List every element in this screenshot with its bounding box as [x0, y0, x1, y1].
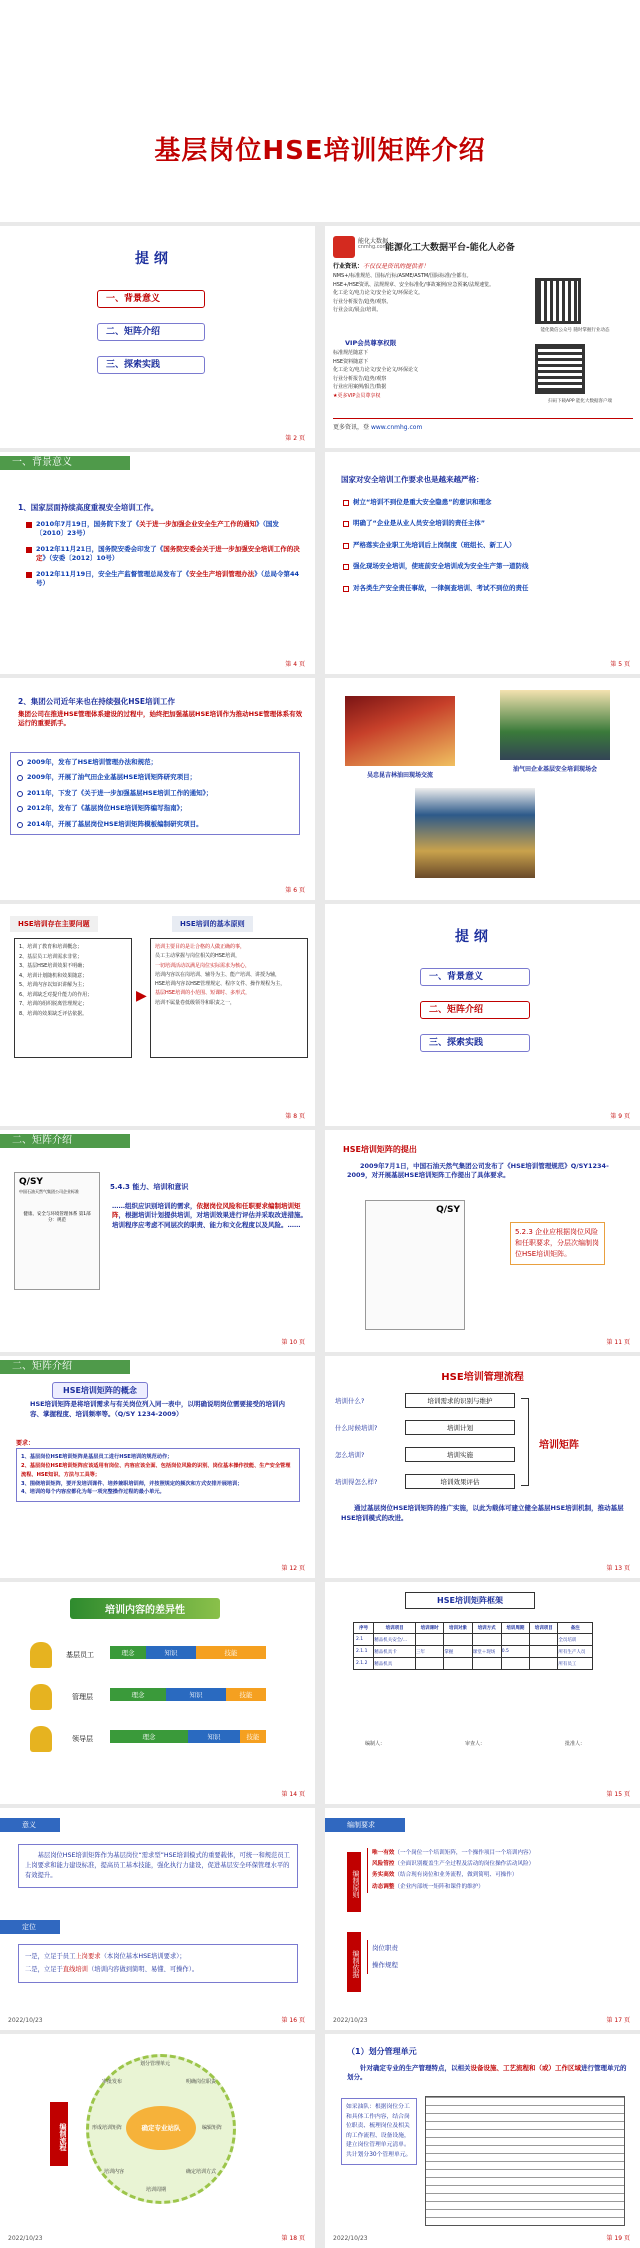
slide-photos: [325, 678, 640, 900]
bar-row-2: 理念 知识 技能: [110, 1688, 266, 1701]
body-text: 2009年7月1日，中国石油天然气集团公司发布了《HSE培训管理规范》Q/SY1234-2009，对开展基层HSE培训矩阵工作提出了具体要求。: [347, 1162, 609, 1180]
ad-vip-list: 标准规范随意下 HSE资料随意下 化工论文/电力论文/安全论文/环保论文 行业分析报告/趋势/观察 行业应用案例/报告/数据 ★更多VIP会员尊享权: [333, 350, 419, 399]
table-row: 2.1.2 精品机具 所有员工: [354, 1658, 593, 1670]
tag-requirements: 编制要求: [325, 1818, 405, 1832]
bar-row-1: 理念 知识 技能: [110, 1646, 266, 1659]
page-number: 第 14 页: [281, 1791, 305, 1798]
position-box: 一是，立足于员工上岗要求（本岗位基本HSE培训要求）； 二是，立足于直线培训（培训内容做到简明、易懂、可操作）。: [18, 1944, 298, 1983]
outline-item-3[interactable]: 三、探索实践: [97, 356, 205, 374]
heading: 2、集团公司近年来也在持续强化HSE培训工作: [18, 697, 176, 706]
heading: HSE培训矩阵的提出: [343, 1145, 417, 1154]
slide-outline: [0, 226, 315, 448]
flow-q-1: 培训什么?: [335, 1397, 365, 1405]
heading: HSE培训管理流程: [441, 1372, 524, 1383]
slide-title: [0, 0, 640, 222]
role-1: 基层员工: [66, 1651, 94, 1659]
concept-tag: HSE培训矩阵的概念: [52, 1382, 148, 1399]
unit-table-image: [425, 2096, 625, 2226]
qr-code-icon: [535, 344, 585, 394]
outline-heading: 提 纲: [135, 251, 168, 267]
section-band: 二、矩阵介绍: [0, 1134, 130, 1148]
heading: 国家对安全培训工作要求也是越来越严格：: [341, 475, 484, 484]
tag-basis: 编制依据: [347, 1932, 361, 1992]
heading: HSE培训矩阵框架: [405, 1592, 535, 1609]
photo-caption-2: 油气田企业基层安全培训现场会: [512, 766, 597, 773]
page-number: 第 13 页: [606, 1565, 630, 1572]
ad-url-link[interactable]: www.cnmhg.com: [370, 424, 423, 431]
ring-step: 明确岗位职责: [186, 2079, 217, 2085]
slide-matrix-1: [0, 1130, 315, 1352]
slide-matrix-frame: [325, 1582, 640, 1804]
page-number: 第 19 页: [606, 2235, 630, 2242]
policy-list: 2010年7月19日，国务院下发了《关于进一步加强企业安全生产工作的通知》（国发〔2010〕23号） 2012年11月21日，国务院安委会印发了《国务院安委会关于进一步加强安全培训工作的决定》（安委〔2012〕10号） 2012年11月19日，安全生产监督管理总局发布了《安全生产培训管理办法》（总局令第44号）: [26, 520, 301, 595]
slide-background-3: [0, 678, 315, 900]
page-number: 第 15 页: [606, 1791, 630, 1798]
ad-list: NMS+/标准规范、国标/行标/ASME/ASTM/国际标准/全都有。 HSE+/HSE资讯、法规规章、安全标准化/事故案例/应急预案/法规速览。 化工论文/电力论文/安全论文/环保论文。 行业分析报告/趋势/观察。 行业会议/展会/培训。: [333, 273, 495, 313]
definition: HSE培训矩阵是将培训需求与有关岗位列入同一表中，以明确说明岗位需要接受的培训内容、掌握程度、培训频率等。（Q/SY 1234-2009）: [30, 1400, 286, 1418]
role-2: 管理层: [72, 1693, 93, 1701]
slide-requirements: [325, 1808, 640, 2030]
outline-item-2[interactable]: 二、矩阵介绍: [420, 1001, 530, 1019]
page-number: 第 10 页: [281, 1339, 305, 1346]
meaning-text: 基层岗位HSE培训矩阵作为基层岗位“需求型”HSE培训模式的重要载体，可统一和规范员工上岗要求和能力建设标准，提高员工基本技能，强化执行力建设，促进基层安全环保管理水平的有效提升。: [18, 1844, 298, 1888]
qr-caption-1: 能化微信公众号 随时掌握行业动态: [540, 328, 610, 333]
ad-industry: 行业资讯：不仅仅是资讯的提供者！: [333, 263, 430, 270]
matrix-table: [353, 1622, 593, 1670]
section-band: 二、矩阵介绍: [0, 1360, 130, 1374]
arrow-right-icon: ▶: [136, 988, 147, 1004]
flow-q-4: 培训得怎么样?: [335, 1478, 378, 1486]
slide-flow-ring: [0, 2034, 315, 2248]
photo-caption-1: 吴忠昆吉林油田现场交流: [366, 772, 433, 779]
sign-row: 编制人： 审查人： 批准人：: [365, 1741, 585, 1747]
table-row: 2.1 精品机关安全/... 全员培训: [354, 1634, 593, 1646]
requirement-list: 树立“培训不到位是重大安全隐患”的意识和理念 明确了“企业是从业人员安全培训的责任主体” 严格落实企业职工先培训后上岗制度（班组长、新工人） 强化现场安全培训，使班前安全培训成为安全生产第一道防线 对各类生产安全责任事故，一律倒查培训、考试不到位的责任: [343, 498, 633, 605]
table-header-row: 序号 培训项目 培训课时 培训对象 培训方式 培训周期 培训项目 备注: [354, 1623, 593, 1634]
page-number: 第 6 页: [285, 887, 305, 894]
date: 2022/10/23: [8, 2235, 43, 2242]
standard-book: Q/SY 中国石油天然气集团公司企业标准 健康、安全与环境管理体系 第1部分：规范: [14, 1172, 100, 1290]
slide-problems: [0, 904, 315, 1126]
page-number: 第 9 页: [610, 1113, 630, 1120]
ad-footer: 更多资讯，登 www.cnmhg.com: [333, 418, 633, 431]
slide-meaning: [0, 1808, 315, 2030]
ad-logo-sub: cnmhg.com: [358, 244, 388, 250]
ring-step: 审批发布: [102, 2079, 123, 2085]
tag-meaning: 意义: [0, 1818, 60, 1832]
slide-ad: [325, 226, 640, 448]
flow-step-2: 培训计划: [405, 1420, 515, 1435]
flow-summary: 通过基层岗位HSE培训矩阵的推广实施，以此为载体可建立健全基层HSE培训机制，推动基层HSE培训模式的改进。: [341, 1504, 624, 1522]
standard-quote: ……组织应识别培训的需求，依据岗位风险和任职要求编制培训矩阵，根据培训计划提供培训，对培训效果进行评估并采取改进措施。培训程序应考虑不同层次的职责、能力和文化程度以及风险。……: [112, 1202, 307, 1229]
slide-title-text: 基层岗位HSE培训矩阵介绍: [154, 136, 486, 166]
flow-side-label: 培训矩阵: [539, 1440, 579, 1451]
heading: （1）划分管理单元: [347, 2047, 417, 2056]
tag-problems: HSE培训存在主要问题: [10, 916, 98, 932]
outline-item-3[interactable]: 三、探索实践: [420, 1034, 530, 1052]
slide-unit-division: [325, 2034, 640, 2248]
ring-step: 确定培训方式: [186, 2169, 217, 2175]
page-number: 第 12 页: [281, 1565, 305, 1572]
outline-item-1[interactable]: 一、背景意义: [420, 968, 530, 986]
section-title: 5.4.3 能力、培训和意识: [110, 1183, 189, 1191]
worker-icon: [30, 1726, 52, 1752]
ring-step: 编辑矩阵: [202, 2125, 223, 2131]
page-number: 第 16 页: [281, 2017, 305, 2024]
slide-matrix-origin: [325, 1130, 640, 1352]
page-number: 第 2 页: [285, 435, 305, 442]
timeline-box: 2009年，发布了HSE培训管理办法和规范； 2009年，开展了油气田企业基层HSE培训矩阵研究项目； 2011年，下发了《关于进一步加强基层HSE培训工作的通知》； 2012年，发布了《基层岗位HSE培训矩阵编写指南》； 2014年，开展了基层岗位HSE培训矩阵模板编制研究项目。: [10, 752, 300, 835]
date: 2022/10/23: [333, 2017, 368, 2024]
page-number: 第 4 页: [285, 661, 305, 668]
flow-step-3: 培训实施: [405, 1447, 515, 1462]
ring-step: 划分管理单元: [140, 2061, 171, 2067]
principle-list: 唯一有效（一个岗位一个培训矩阵，一个操作项目一个培训内容） 风险管控（全面识别覆盖生产全过程及活动的岗位操作活动风险） 务实高效（结合现有岗位和业务流程，做到简明、可操作） 动态调整（企业内部统一矩阵和课件的维护）: [367, 1848, 632, 1893]
flow-step-1: 培训需求的识别与维护: [405, 1393, 515, 1408]
ad-platform: 能源化工大数据平台-能化人必备: [385, 243, 515, 253]
requirement-box: 1、基层岗位HSE培训矩阵是基层员工进行HSE培训的规范动作； 2、基层岗位HSE培训矩阵应该适用有岗位、内容应该全面、包括岗位风险的识别、岗位基本操作技能、生产安全管理流程、HSE知识、方法与工具等； 3、围绕培训矩阵，要开发培训课件、培养兼职培训师，并按照规定的频次和方式安排开展培训； 4、培训的每个内容应都化为每一项完整操作过程的最小单元。: [16, 1448, 300, 1502]
date: 2022/10/23: [333, 2235, 368, 2242]
flow-q-3: 怎么培训?: [335, 1451, 365, 1459]
example-box: 如采油队：根据岗位分工和具体工作内容，结合岗位职责、梳理岗位及相关的工作流程、设备设施，建立岗位管理单元清单。共计划分30个管理单元。: [341, 2098, 417, 2165]
slide-background-2: [325, 452, 640, 674]
page-number: 第 8 页: [285, 1113, 305, 1120]
slide-background-1: [0, 452, 315, 674]
ring-step: 培训周期: [146, 2187, 167, 2193]
qr-code-icon: [535, 278, 581, 324]
date: 2022/10/23: [8, 2017, 43, 2024]
outline-item-1[interactable]: 一、背景意义: [97, 290, 205, 308]
clause-box: 5.2.3 企业应根据岗位风险和任职要求，分层次编制岗位HSE培训矩阵。: [510, 1222, 605, 1265]
slide-content-diff: [0, 1582, 315, 1804]
slide-matrix-concept: [0, 1356, 315, 1578]
role-3: 领导层: [72, 1735, 93, 1743]
basis-list: 岗位职责 操作规程: [367, 1940, 398, 1974]
ad-logo: [333, 236, 355, 258]
flow-q-2: 什么时候培训?: [335, 1424, 378, 1432]
red-intro: 集团公司在推进HSE管理体系建设的过程中，始终把加强基层HSE培训作为推动HSE管理体系有效运行的重要抓手。: [18, 710, 303, 728]
standard-book: Q/SY: [365, 1200, 465, 1330]
worker-icon: [30, 1642, 52, 1668]
requirement-label: 要求：: [16, 1440, 35, 1447]
ad-vip-title: VIP会员尊享权限: [345, 339, 397, 347]
tag-flow: 编制流程: [50, 2102, 68, 2166]
page-number: 第 18 页: [281, 2235, 305, 2242]
photo-training-1: [345, 696, 455, 766]
page-number: 第 11 页: [606, 1339, 630, 1346]
heading: 1、国家层面持续高度重视安全培训工作。: [18, 503, 159, 512]
tag-principle: 编制原则: [347, 1852, 361, 1912]
tag-position: 定位: [0, 1920, 60, 1934]
photo-training-3: [415, 788, 535, 878]
tag-principles: HSE培训的基本原则: [172, 916, 253, 932]
slide-process-flow: [325, 1356, 640, 1578]
principle-list: 培训主要目的是让合格的人做正确的事， 员工主动掌握与岗位相关的HSE培训， 一切培训活动以满足岗位实际需求为核心， 培训内容以在岗培训、辅导为主、能产培训、讲授为辅， HSE培训内容以HSE管理规定、程序文件、操作规程为主， 基层HSE培训的小范围、短课时、多形式， 培训不属量卷低级领导和职责之一，: [150, 938, 308, 1058]
bar-row-3: 理念 知识 技能: [110, 1730, 266, 1743]
flow-step-4: 培训效果评估: [405, 1474, 515, 1489]
heading: 培训内容的差异性: [70, 1598, 220, 1619]
page-number: 第 17 页: [606, 2017, 630, 2024]
section-band: 一、背景意义: [0, 456, 130, 470]
outline-heading: 提 纲: [455, 929, 488, 945]
ring-step: 形成培训矩阵: [92, 2125, 123, 2131]
worker-icon: [30, 1684, 52, 1710]
qr-caption-2: 扫码下载APP 能化大数据客户端: [548, 399, 612, 404]
ad-logo-top: 能化大数据: [358, 238, 389, 245]
slide-outline-2: [325, 904, 640, 1126]
ring-center: 确定专业站队: [126, 2106, 196, 2150]
bracket: [521, 1398, 529, 1486]
page-number: 第 5 页: [610, 661, 630, 668]
outline-item-2[interactable]: 二、矩阵介绍: [97, 323, 205, 341]
intro-text: 针对确定专业的生产管理特点，以相关设备设施、工艺流程和（或）工作区域进行管理单元的划分。: [347, 2064, 627, 2082]
photo-training-2: [500, 690, 610, 760]
problem-list: 1、培训了教育和培训概念； 2、基层员工培训需求非常； 3、基层HSE培训效果不明确； 4、培训计划随机和效果随意； 5、培训内容以知识讲解为主； 6、培训缺乏对提升能力的作用； 7、培训的组织脱离管理规定； 8、培训的效果缺乏评估依据。: [14, 938, 132, 1058]
table-row: 2.1.1 精品机具卡 三年 掌握 课堂＋现场 0.5 所有生产人员: [354, 1646, 593, 1658]
ring-step: 培训内容: [104, 2169, 125, 2175]
